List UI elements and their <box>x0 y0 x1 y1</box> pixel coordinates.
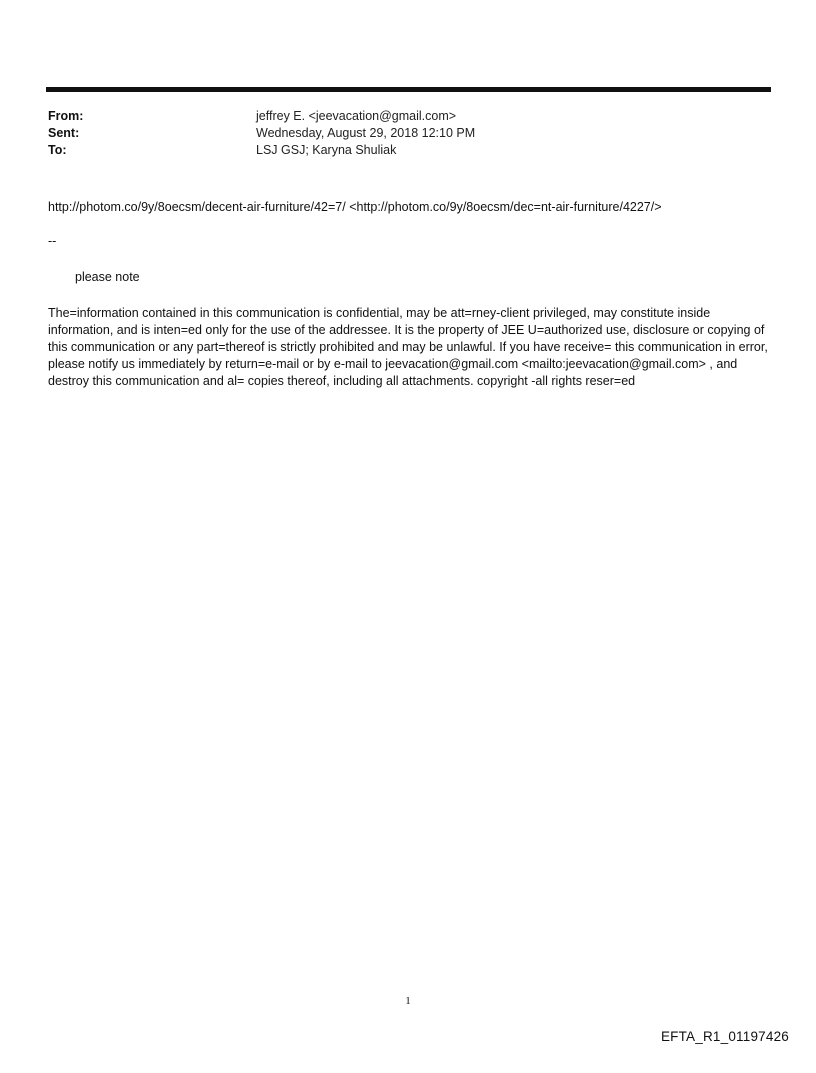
email-header <box>48 108 768 159</box>
link-line[interactable]: http://photom.co/9y/8oecsm/decent-air-furniture/42=7/ <http://photom.co/9y/8oecsm/dec=nt-air-furniture/4227/> <box>48 200 662 214</box>
sent-value: Wednesday, August 29, 2018 12:10 PM <box>256 126 476 140</box>
please-note: please note <box>75 270 140 284</box>
bates-number: EFTA_R1_01197426 <box>660 1029 789 1044</box>
from-value: jeffrey E. <jeevacation@gmail.com> <box>256 109 457 123</box>
header-row-sent <box>48 125 768 142</box>
sent-label: Sent: <box>48 126 80 140</box>
to-value: LSJ GSJ; Karyna Shuliak <box>256 143 397 157</box>
from-label: From: <box>48 109 84 123</box>
signature-separator: -- <box>48 234 57 248</box>
header-row-from <box>48 108 768 125</box>
to-label: To: <box>48 143 67 157</box>
confidentiality-disclaimer: The=information contained in this communication is confidential, may be att=rney-client privileged, may constitute inside information, and is inten=ed only for the use of the addressee. It is the property of JEE U=authorized use, disclosure or copying of this communication or any part=thereof is strictly prohibited and may be unlawful. If you have receive= this communication in error, please notify us immediately by return=e-mail or by e-mail to jeevacation@gmail.com <mailto:jeevacation@gmail.com> , and destroy this communication and al= copies thereof, including all attachments. copyright -all rights reser=ed <box>48 306 768 388</box>
page-number: 1 <box>405 995 411 1007</box>
header-row-to <box>48 142 768 159</box>
header-divider <box>46 87 771 92</box>
